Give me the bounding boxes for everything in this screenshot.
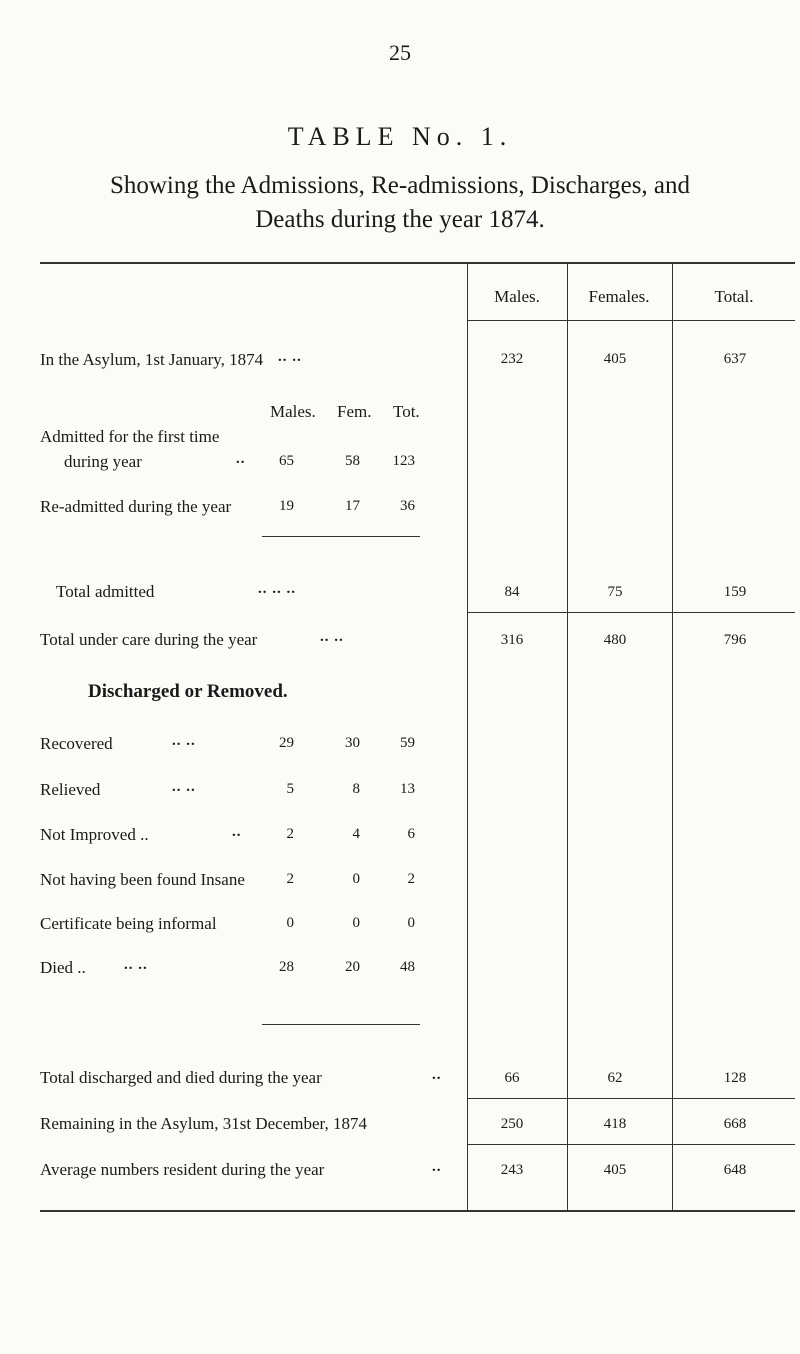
col-head-females: Females.	[588, 287, 650, 306]
died-t: 48	[400, 959, 415, 975]
row-label-remaining: Remaining in the Asylum, 31st December, 1874	[40, 1114, 367, 1133]
recovered-f: 30	[345, 735, 360, 751]
row-label-average: Average numbers resident during the year	[40, 1160, 325, 1179]
in-asylum-total: 637	[723, 351, 747, 367]
discharged-label-died: Died ..	[40, 958, 86, 977]
row-label-total-discharged: Total discharged and died during the year	[40, 1068, 322, 1087]
discharged-dots-recovered: .. ..	[172, 733, 196, 749]
in-asylum-males: 232	[500, 351, 524, 367]
not-improved-m: 2	[286, 826, 294, 842]
discharged-label-relieved: Relieved	[40, 780, 101, 799]
certificate-t: 0	[407, 915, 415, 931]
readmitted-t: 36	[400, 498, 415, 514]
row-label-admitted-first-2: during year	[64, 452, 142, 471]
dots-total-discharged: ..	[432, 1067, 442, 1083]
recovered-t: 59	[400, 735, 415, 751]
relieved-t: 13	[400, 781, 415, 797]
col-divider-1	[467, 262, 468, 1210]
recovered-m: 29	[279, 735, 294, 751]
discharged-dots-relieved: .. ..	[172, 779, 196, 795]
died-m: 28	[279, 959, 294, 975]
discharged-heading: Discharged or Removed.	[88, 681, 288, 702]
total-discharged-females: 62	[607, 1070, 623, 1086]
readmitted-m: 19	[279, 498, 294, 514]
col-divider-3	[672, 262, 673, 1210]
not-insane-f: 0	[352, 871, 360, 887]
rule-total-admitted	[467, 612, 795, 613]
subcol-fem: Fem.	[337, 402, 372, 421]
discharged-dots-not-improved: ..	[232, 824, 242, 840]
sub-rule-discharged	[262, 1024, 420, 1025]
sub-rule-admitted	[262, 536, 420, 537]
average-females: 405	[603, 1162, 627, 1178]
row-label-readmitted: Re-admitted during the year	[40, 497, 232, 516]
page-number: 25	[389, 40, 411, 65]
not-improved-t: 6	[407, 826, 415, 842]
dots-average: ..	[432, 1159, 442, 1175]
died-f: 20	[345, 959, 360, 975]
admitted-first-f: 58	[345, 453, 360, 469]
not-insane-t: 2	[407, 871, 415, 887]
subtitle-line-2: Deaths during the year 1874.	[255, 206, 545, 233]
bottom-rule	[40, 1210, 795, 1212]
col-head-males: Males.	[494, 287, 540, 306]
certificate-f: 0	[352, 915, 360, 931]
row-label-total-under-care: Total under care during the year	[40, 630, 258, 649]
readmitted-f: 17	[345, 498, 360, 514]
row-label-in-asylum: In the Asylum, 1st January, 1874	[40, 350, 264, 369]
in-asylum-females: 405	[603, 351, 627, 367]
average-total: 648	[723, 1162, 747, 1178]
total-admitted-females: 75	[607, 584, 623, 600]
subtitle-line-1: Showing the Admissions, Re-admissions, Discharges, and	[109, 172, 691, 199]
discharged-label-recovered: Recovered	[40, 734, 113, 753]
header-rule	[467, 320, 795, 321]
under-care-males: 316	[500, 632, 524, 648]
total-discharged-total: 128	[723, 1070, 747, 1086]
row-label-total-admitted: Total admitted	[56, 582, 155, 601]
dots-total-admitted: .. .. ..	[258, 581, 296, 597]
rule-total-discharged	[467, 1098, 795, 1099]
remaining-males: 250	[500, 1116, 524, 1132]
subcol-males: Males.	[270, 402, 316, 421]
top-rule	[40, 262, 795, 264]
under-care-total: 796	[723, 632, 747, 648]
admitted-first-t: 123	[392, 453, 415, 469]
dots-in-asylum: .. ..	[278, 349, 302, 365]
col-divider-2	[567, 262, 568, 1210]
subcol-tot: Tot.	[393, 402, 420, 421]
relieved-m: 5	[286, 781, 294, 797]
remaining-total: 668	[723, 1116, 747, 1132]
relieved-f: 8	[352, 781, 360, 797]
total-discharged-males: 66	[504, 1070, 520, 1086]
rule-remaining	[467, 1144, 795, 1145]
discharged-label-not-improved: Not Improved ..	[40, 825, 149, 844]
discharged-dots-died: .. ..	[124, 957, 148, 973]
admitted-first-m: 65	[279, 453, 294, 469]
dots-admitted-first: ..	[236, 451, 246, 467]
table-title: TABLE No. 1.	[287, 122, 513, 151]
under-care-females: 480	[603, 632, 627, 648]
certificate-m: 0	[286, 915, 294, 931]
total-admitted-total: 159	[723, 584, 747, 600]
dots-total-under-care: .. ..	[320, 629, 344, 645]
remaining-females: 418	[603, 1116, 627, 1132]
average-males: 243	[500, 1162, 524, 1178]
discharged-label-certificate: Certificate being informal	[40, 914, 217, 933]
total-admitted-males: 84	[504, 584, 520, 600]
col-head-total: Total.	[714, 287, 754, 306]
discharged-label-not-insane: Not having been found Insane	[40, 870, 245, 889]
not-insane-m: 2	[286, 871, 294, 887]
row-label-admitted-first-1: Admitted for the first time	[40, 427, 220, 446]
not-improved-f: 4	[352, 826, 360, 842]
